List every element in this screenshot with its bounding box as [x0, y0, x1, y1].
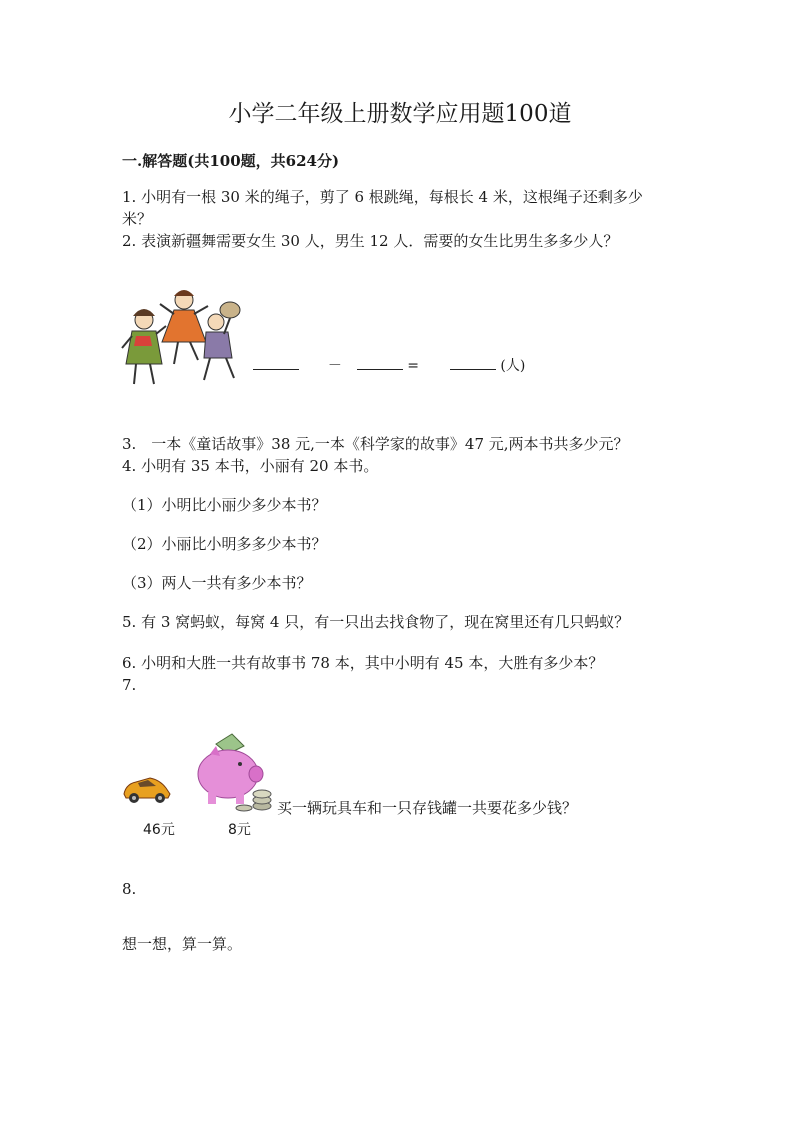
page-title: 小学二年级上册数学应用题100道 [228, 101, 572, 127]
question-7-number: 7. [122, 676, 137, 694]
question-4-sub-2: （2）小丽比小明多多少本书？ [122, 535, 327, 553]
question-8-number: 8. [122, 880, 137, 898]
minus-sign: － [327, 358, 342, 374]
dancer-boy-right-icon [204, 302, 240, 380]
question-5-text: 5. 有 3 窝蚂蚁，每窝 4 只，有一只出去找食物了，现在窝里还有几只蚂蚁？ [122, 613, 630, 631]
dancer-girl-middle-icon [160, 290, 208, 364]
piggy-bank-icon [192, 732, 276, 812]
question-8-text: 想一想，算一算。 [122, 935, 243, 953]
question-1-line-1: 1. 小明有一根 30 米的绳子，剪了 6 根跳绳，每根长 4 米，这根绳子还剩多少 [122, 188, 643, 206]
question-7-text: 买一辆玩具车和一只存钱罐一共要花多少钱？ [277, 799, 578, 817]
question-2-equation [253, 355, 525, 375]
dancer-girl-left-icon [122, 309, 166, 384]
dancers-illustration-icon [118, 286, 248, 390]
question-6-text: 6. 小明和大胜一共有故事书 78 本，其中小明有 45 本，大胜有多少本？ [122, 654, 604, 672]
piggy-bank-price-label: 8元 [228, 822, 251, 838]
section-heading: 一.解答题(共100题，共624分) [122, 152, 340, 170]
question-4-sub-3: （3）两人一共有多少本书？ [122, 574, 312, 592]
question-1-line-2: 米？ [122, 210, 153, 228]
answer-blank-2[interactable] [357, 355, 403, 370]
answer-blank-3[interactable] [450, 355, 496, 370]
car-price-label: 46元 [143, 822, 175, 838]
equals-sign: = [407, 358, 419, 374]
question-4-sub-1: （1）小明比小丽少多少本书？ [122, 496, 327, 514]
answer-blank-1[interactable] [253, 355, 299, 370]
toy-car-icon [120, 772, 172, 806]
question-3-text: 3. 一本《童话故事》38 元,一本《科学家的故事》47 元,两本书共多少元？ [122, 435, 629, 453]
question-2-text: 2. 表演新疆舞需要女生 30 人，男生 12 人．需要的女生比男生多多少人？ [122, 232, 619, 250]
question-4-text: 4. 小明有 35 本书，小丽有 20 本书。 [122, 457, 379, 475]
unit-label: (人) [500, 358, 526, 374]
